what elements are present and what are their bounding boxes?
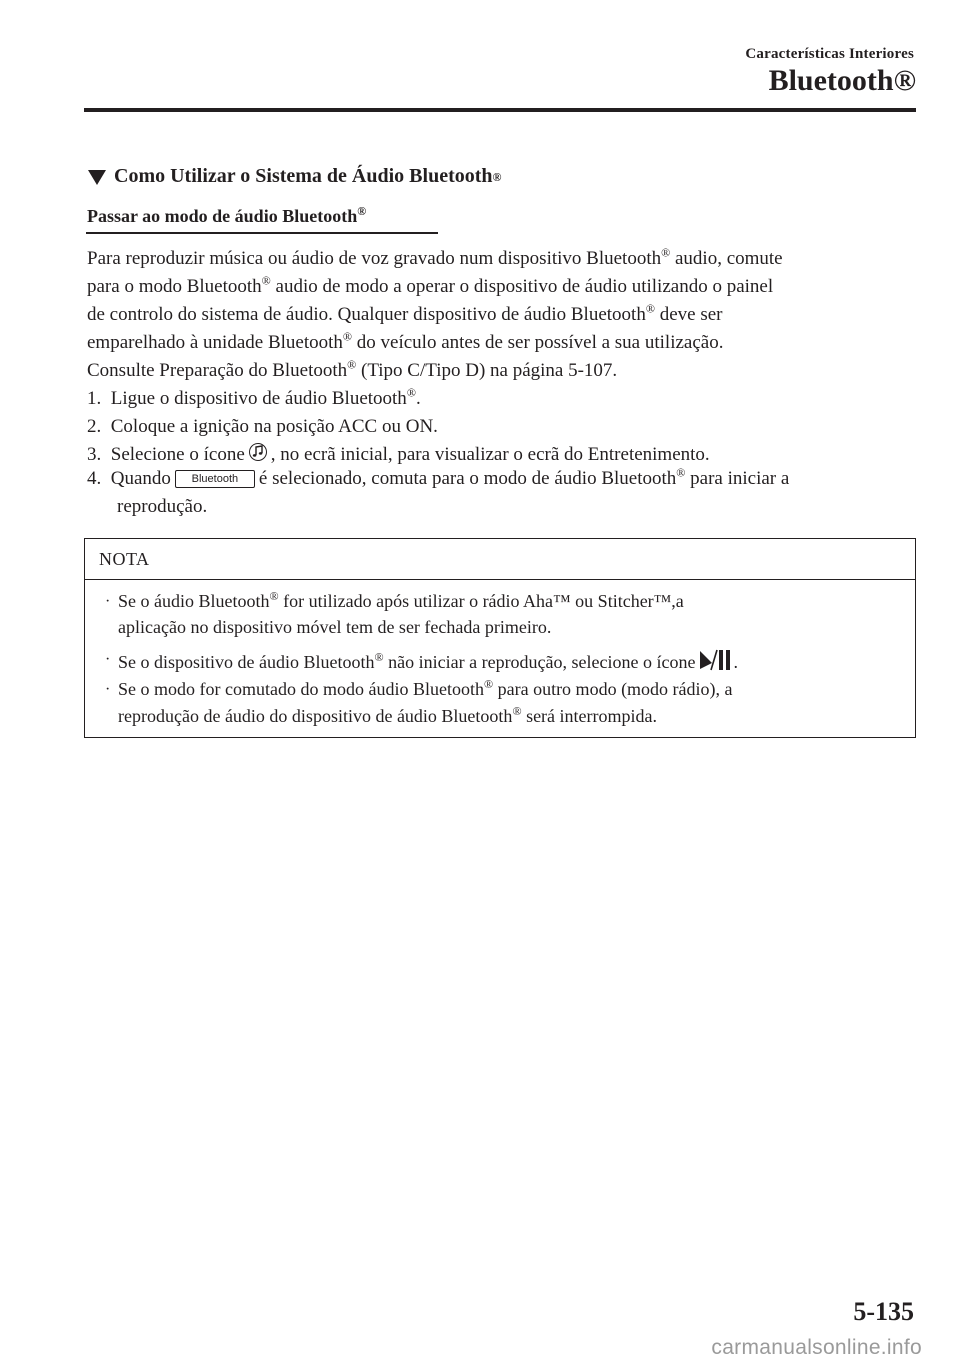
step-2: 2. Coloque a ignição na posição ACC ou ON.: [87, 416, 438, 437]
note-item-3-cont: reprodução de áudio do dispositivo de áudio Bluetooth® será interrompida.: [118, 704, 658, 726]
subheading-underline: [86, 232, 438, 234]
subheading: Passar ao modo de áudio Bluetooth®: [87, 204, 367, 226]
bullet: ·: [105, 681, 111, 698]
watermark: carmanualsonline.info: [711, 1336, 922, 1359]
intro-line: para o modo Bluetooth® audio de modo a operar o dispositivo de áudio utilizando o painel: [87, 273, 774, 297]
bullet: ·: [105, 593, 111, 610]
bullet: ·: [105, 651, 111, 668]
note-item-1: Se o áudio Bluetooth® for utilizado após utilizar o rádio Aha™ ou Stitcher™,a: [118, 589, 684, 611]
header-rule: [84, 108, 916, 112]
intro-line: emparelhado à unidade Bluetooth® do veículo antes de ser possível a sua utilização.: [87, 329, 724, 353]
page-title: Bluetooth®: [768, 64, 916, 97]
note-item-1-cont: aplicação no dispositivo móvel tem de ser fechada primeiro.: [118, 617, 552, 637]
note-item-2: Se o dispositivo de áudio Bluetooth® não iniciar a reprodução, selecione o ícone .: [118, 649, 738, 676]
note-title: NOTA: [99, 549, 150, 569]
intro-line: de controlo do sistema de áudio. Qualquer dispositivo de áudio Bluetooth® deve ser: [87, 301, 723, 325]
note-box: [84, 538, 916, 738]
play-pause-icon: [697, 649, 733, 676]
section-heading: Como Utilizar o Sistema de Áudio Bluetooth ®: [88, 165, 501, 188]
intro-line: Para reproduzir música ou áudio de voz gravado num dispositivo Bluetooth® audio, comute: [87, 245, 783, 269]
chapter-title: Características Interiores: [745, 46, 914, 62]
page-number: 5-135: [853, 1297, 914, 1326]
note-item-3: Se o modo for comutado do modo áudio Bluetooth® para outro modo (modo rádio), a: [118, 677, 733, 699]
step-1: 1. Ligue o dispositivo de áudio Bluetooth®.: [87, 385, 421, 409]
note-divider: [85, 579, 915, 580]
triangle-down-icon: [88, 170, 106, 185]
step-4: 4. Quando Bluetooth é selecionado, comuta para o modo de áudio Bluetooth® para iniciar a: [87, 465, 790, 489]
intro-line: Consulte Preparação do Bluetooth® (Tipo C/Tipo D) na página 5-107.: [87, 357, 618, 381]
step-3: 3. Selecione o ícone , no ecrã inicial, para visualizar o ecrã do Entretenimento.: [87, 442, 710, 468]
section-heading-text: Como Utilizar o Sistema de Áudio Bluetooth: [114, 165, 493, 187]
bluetooth-button[interactable]: Bluetooth: [175, 470, 255, 488]
step-4-continuation: reprodução.: [117, 496, 208, 517]
music-note-icon: [249, 442, 267, 468]
